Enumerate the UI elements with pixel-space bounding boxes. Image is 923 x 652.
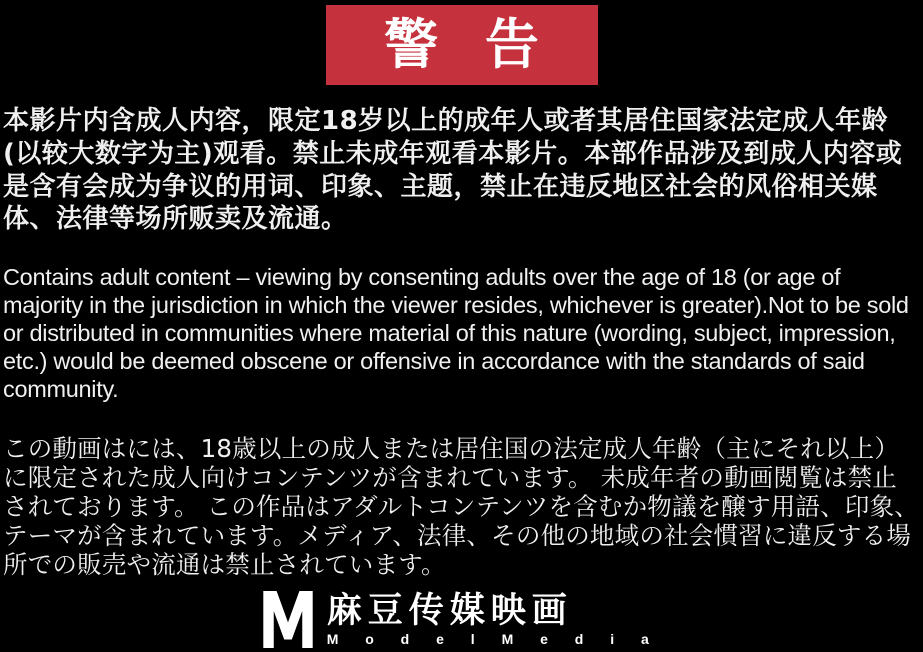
warning-text-japanese: この動画はには、18歳以上の成人または居住国の法定成人年齢（主にそれ以上）に限定された成人向けコンテンツが含まれています。 未成年者の動画閲覧は禁止されております。 この作品はアダルトコンテンツを含むか物議を醸す用語、印象、テーマが含まれています。メディア、法律、その他の地域の社会慣習に違反する場所での販売や流通は禁止されています。 bbox=[3, 433, 920, 580]
studio-name-english: M o d e l M e d i a bbox=[326, 631, 661, 648]
warning-text-chinese: 本影片内含成人内容，限定18岁以上的成年人或者其居住国家法定成人年龄(以较大数字为主)观看。禁止未成年观看本影片。本部作品涉及到成人内容或是含有会成为争议的用词、印象、主题，禁止在违反地区社会的风俗相关媒体、法律等场所贩卖及流通。 bbox=[3, 106, 903, 235]
studio-logo-text bbox=[327, 592, 661, 648]
warning-banner-title: 警 告 bbox=[384, 13, 553, 76]
warning-banner bbox=[326, 5, 598, 85]
warning-text-english: Contains adult content – viewing by consenting adults over the age of 18 (or age of majority in the jurisdiction in which the viewer resides, whichever is greater).Not to be sold or distributed in communities where material of this nature (wording, subject, impression, etc.) would be deemed obscene or offensive in accordance with the standards of said community. bbox=[3, 264, 909, 402]
studio-name-chinese: 麻豆传媒映画 bbox=[326, 590, 573, 631]
studio-logo bbox=[0, 591, 923, 648]
model-media-monogram-icon bbox=[263, 591, 313, 648]
